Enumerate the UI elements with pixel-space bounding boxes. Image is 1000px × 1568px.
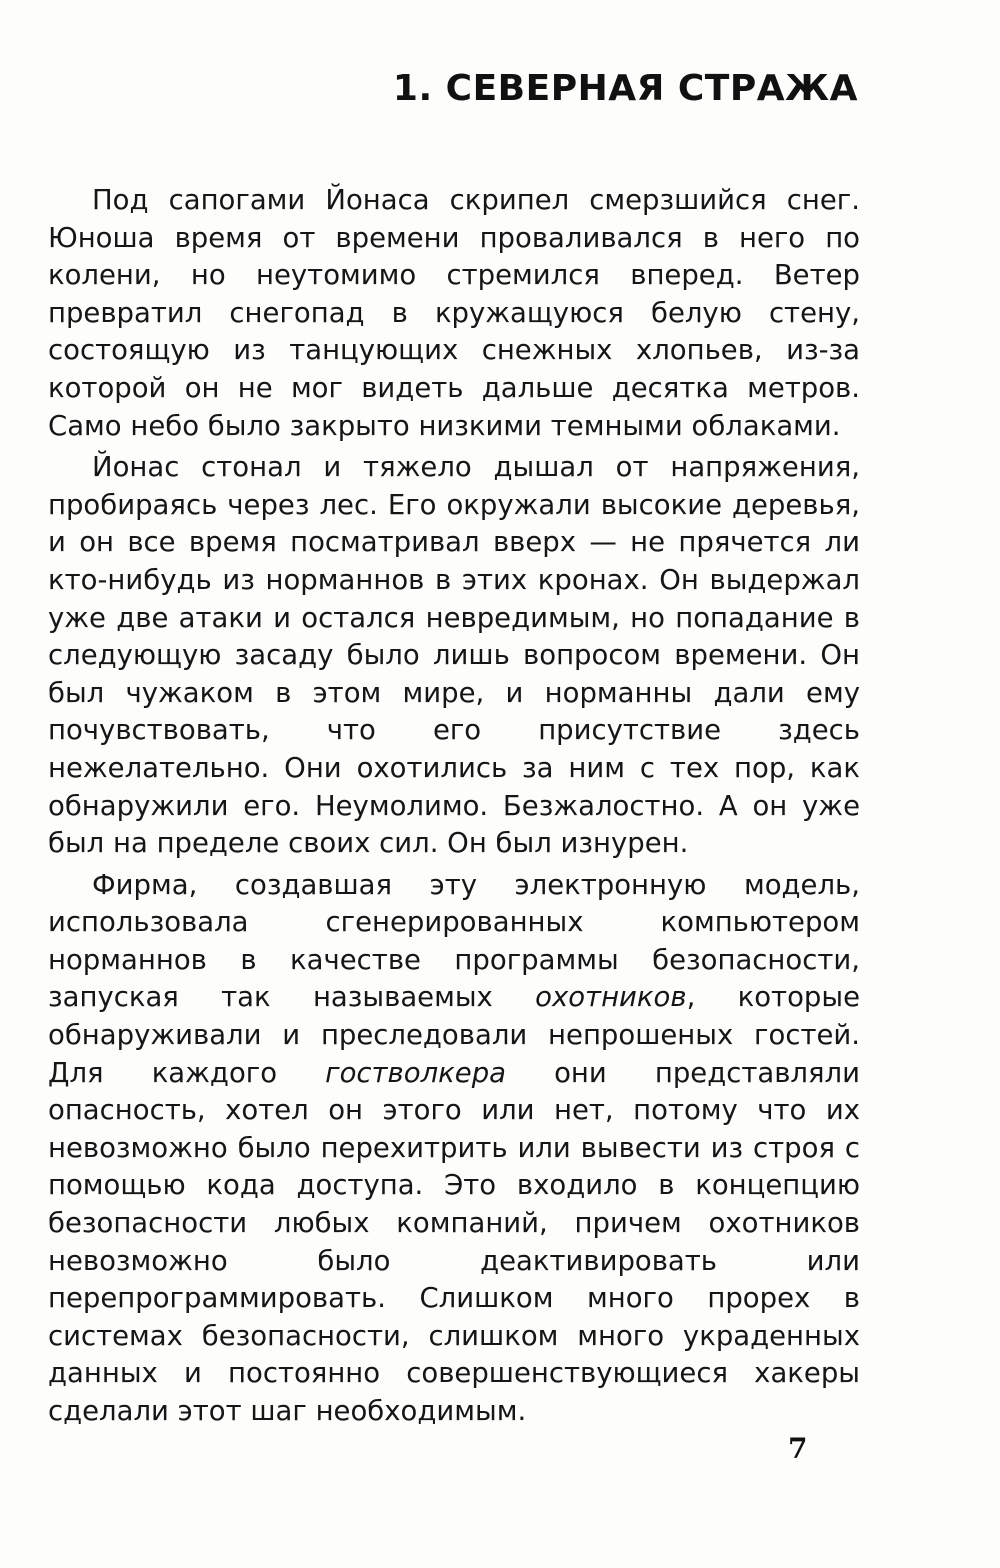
chapter-title: 1. СЕВЕРНАЯ СТРАЖА: [392, 68, 858, 109]
paragraph-3-part-1: Фирма, создавшая эту электронную модель, использовала сгенерированных компьютером норманнов в качестве программы безопасности, запуская так называемых: [48, 868, 860, 1014]
italic-term-hunters: охотников: [535, 981, 687, 1014]
italic-term-ghostwalker: гостволкера: [325, 1056, 506, 1089]
paragraph-2: Йонас стонал и тяжело дышал от напряжения, пробираясь через лес. Его окружали высокие деревья, и он все время посматривал вверх — не прячется ли кто-нибудь из норманнов в этих кронах. Он выдержал уже две атаки и остался невредимым, но попадание в следующую засаду было лишь вопросом времени. Он был чужаком в этом мире, и норманны дали ему почувствовать, что его присутствие здесь нежелательно. Они охотились за ним с тех пор, как обнаружили его. Неумолимо. Безжалостно. А он уже был на пределе своих сил. Он был изнурен.: [48, 451, 860, 860]
paragraph-3: [48, 867, 860, 1431]
page-number: 7: [788, 1432, 808, 1465]
paragraph-1: Под сапогами Йонаса скрипел смерзшийся снег. Юноша время от времени проваливался в него по колени, но неутомимо стремился вперед. Ветер превратил снегопад в кружащуюся белую стену, состоящую из танцующих снежных хлопьев, из-за которой он не мог видеть дальше десятка метров. Само небо было закрыто низкими темными облаками.: [48, 184, 860, 442]
paragraph-3-part-2: , которые обнаруживали и преследовали непрошеных гостей. Для каждого: [48, 981, 860, 1089]
paragraph-3-part-3: они представляли опасность, хотел он этого или нет, потому что их невозможно было перехитрить или вывести из строя с помощью кода доступа. Это входило в концепцию безопасности любых компаний, причем охотников невозможно было деактивировать или перепрограммировать. Слишком много прорех в системах безопасности, слишком много украденных данных и постоянно совершенствующиеся хакеры сделали этот шаг необходимым.: [48, 1056, 860, 1427]
body-text: [48, 182, 860, 1435]
